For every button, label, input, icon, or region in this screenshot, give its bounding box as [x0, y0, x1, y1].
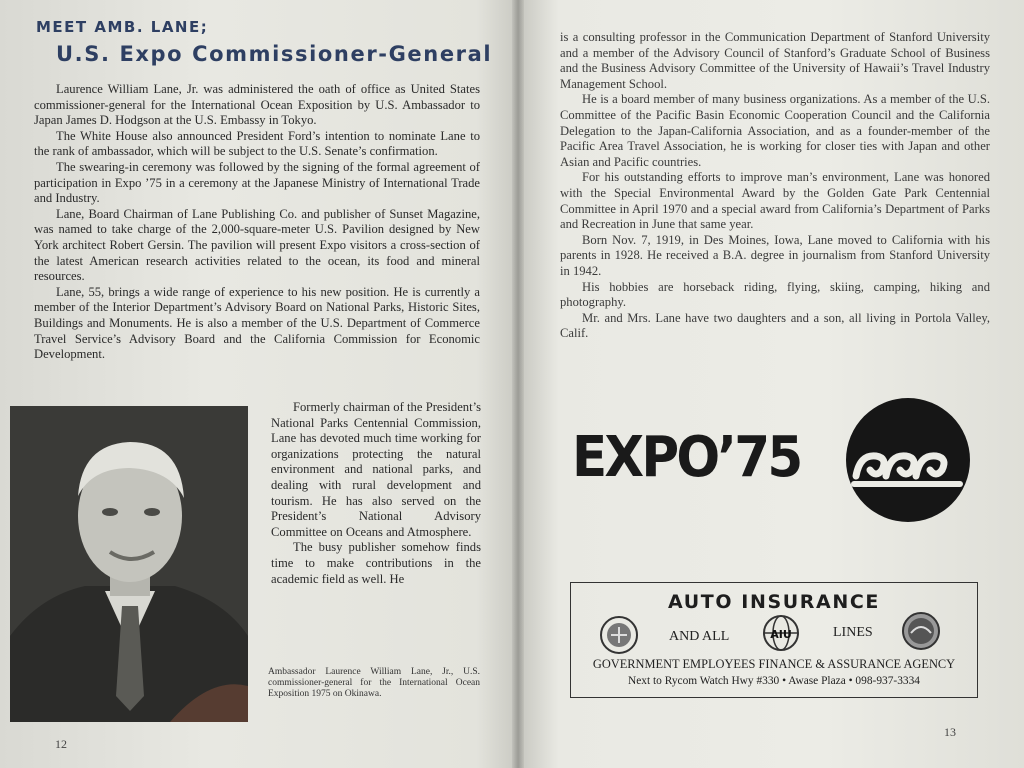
paragraph: The busy publisher somehow finds time to make contributions in the academic field as well. He	[271, 540, 481, 586]
aiu-seal-text: AIU	[770, 628, 792, 641]
article-body-column-1	[34, 82, 480, 363]
eagle-seal-icon	[901, 611, 941, 651]
paragraph: Born Nov. 7, 1919, in Des Moines, Iowa, Lane moved to California with his parents in 1928. He received a B.A. degree in journalism from Stanford University in 1942.	[560, 232, 990, 278]
ad-agency-name: GOVERNMENT EMPLOYEES FINANCE & ASSURANCE AGENCY	[592, 657, 956, 671]
paragraph: Mr. and Mrs. Lane have two daughters and a son, all living in Portola Valley, Calif.	[560, 310, 990, 341]
ad-title: AUTO INSURANCE	[668, 591, 880, 613]
paragraph: The swearing-in ceremony was followed by the signing of the formal agreement of participation in Expo ’75 in a ceremony at the Japanese Ministry of International Trade and Industry.	[34, 159, 480, 206]
article-body-continued	[560, 30, 990, 342]
paragraph: For his outstanding efforts to improve man’s environment, Lane was honored with the Special Environmental Award by the Golden Gate Park Centennial Committee in April 1970 and a special award from California’s Department of Parks and Recreation in June that same year.	[560, 170, 990, 232]
expo-75-wordmark: EXPO’75	[572, 425, 801, 490]
article-kicker: MEET AMB. LANE;	[36, 18, 209, 36]
portrait-photo	[10, 406, 248, 722]
ad-and-all: AND ALL	[669, 629, 730, 644]
auto-insurance-ad	[570, 582, 978, 698]
article-headline: U.S. Expo Commissioner-General	[56, 42, 493, 66]
paragraph: Formerly chairman of the President’s National Parks Centennial Commission, Lane has devoted much time working for organizations protecting the natural environment and national parks, and dealing with rural development and tourism. He has also served on the President’s National Advisory Committee on Oceans and Atmosphere.	[271, 400, 481, 539]
page-number-right: 13	[944, 725, 956, 739]
paragraph: His hobbies are horseback riding, flying, skiing, camping, hiking and photography.	[560, 279, 990, 310]
paragraph: Lane, 55, brings a wide range of experience to his new position. He is currently a member of the Interior Department’s Advisory Board on National Parks, Historic Sites, Buildings and Monuments. He is also a member of the U.S. Department of Commerce Travel Service’s Advisory Board and the California Commission for Economic Development.	[34, 284, 480, 362]
page-gutter	[512, 0, 524, 768]
photo-caption: Ambassador Laurence William Lane, Jr., U.S. commissioner-general for the International Ocean Exposition 1975 on Okinawa.	[268, 667, 480, 699]
paragraph: is a consulting professor in the Communication Department of Stanford University and a member of the Advisory Council of Stanford’s Graduate School of Business and the Business Advisory Committee of the University of Hawaii’s Travel Industry Management School.	[560, 30, 990, 91]
paragraph: He is a board member of many business organizations. As a member of the U.S. Committee of the Pacific Basin Economic Cooperation Council and the California Delegation to the Japan-California Association, and as a founder-member of the Pacific Area Travel Association, he is working for closer ties with Japan and other Asian and Pacific countries.	[560, 92, 990, 169]
page-number-left: 12	[55, 737, 67, 751]
expo-wave-logo-icon	[846, 398, 970, 522]
article-body-column-2	[271, 400, 481, 587]
paragraph: The White House also announced President Ford’s intention to nominate Lane to the rank of ambassador, which will be subject to the U.S. Senate’s confirmation.	[34, 128, 480, 159]
portrait-illustration	[10, 406, 248, 722]
paragraph: Lane, Board Chairman of Lane Publishing Co. and publisher of Sunset Magazine, was named to take charge of the 2,000-square-meter U.S. Pavilion designed by New York architect Robert Gersin. The pavilion will present Expo visitors a cross-section of the latest American research activities related to the ocean, its food and mineral resources.	[34, 206, 480, 284]
ad-lines: LINES	[833, 625, 873, 640]
government-seal-icon	[599, 615, 639, 655]
aiu-globe-logo-icon	[761, 613, 801, 653]
paragraph: Laurence William Lane, Jr. was administered the oath of office as United States commissioner-general for the International Ocean Exposition by U.S. Ambassador to Japan James D. Hodgson at the U.S. Embassy in Tokyo.	[34, 82, 480, 128]
ad-address: Next to Rycom Watch Hwy #330 • Awase Plaza • 098-937-3334	[628, 675, 920, 687]
